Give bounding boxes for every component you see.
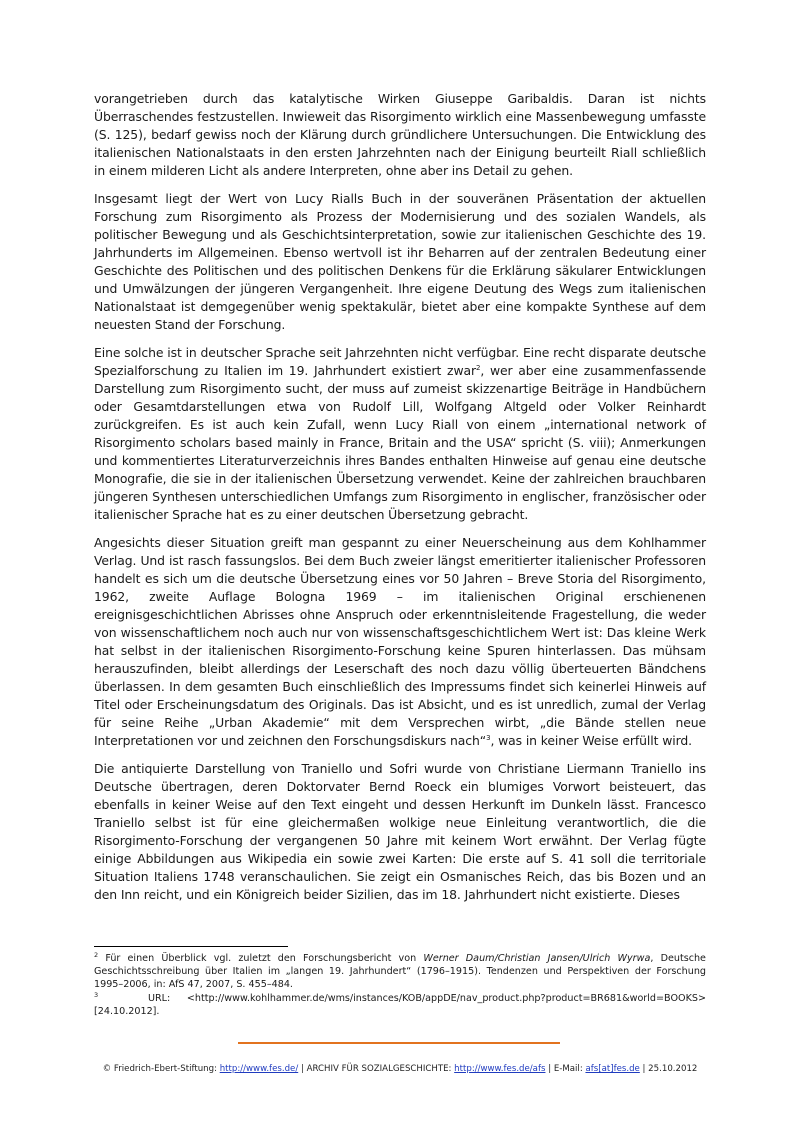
paragraph-3-text-a: Eine solche ist in deutscher Sprache seit Jahrzehnten nicht verfügbar. Eine recht disparate deutsche Spezialforschung zu Italien im 19. Jahrhundert existiert zwar: [94, 345, 706, 378]
footnote-3: [94, 992, 706, 1018]
afs-link[interactable]: http://www.fes.de/afs: [454, 1064, 546, 1074]
email-link[interactable]: afs[at]fes.de: [585, 1064, 640, 1074]
footer-accent-rule: [238, 1042, 560, 1044]
footnote-2-post: , Deutsche Geschichtsschreibung über Italien im „langen 19. Jahrhundert“ (1796–1915). Tendenzen und Perspektiven der Forschung 1995–2006, in: AfS 47, 2007, S. 455–484.: [94, 953, 706, 991]
paragraph-1: vorangetrieben durch das katalytische Wirken Giuseppe Garibaldis. Daran ist nichts Überraschendes festzustellen. Inwieweit das Risorgimento wirklich eine Massenbewegung umfasste (S. 125), bedarf gewiss noch der Klärung durch gründlichere Untersuchungen. Die Entwicklung des italienischen Nationalstaats in den ersten Jahrzehnten nach der Einigung beurteilt Riall schließlich in einem milderen Licht als andere Interpreten, ohne aber ins Detail zu gehen.: [94, 91, 706, 178]
footnote-3-url: URL: <http://www.kohlhammer.de/wms/instances/KOB/appDE/nav_product.php?product=BR681&world=BOOKS> [24.10.2012].: [94, 992, 706, 1017]
footnote-2-authors: Werner Daum/Christian Jansen/Ulrich Wyrwa: [423, 953, 651, 964]
footer-copyright: © Friedrich-Ebert-Stiftung:: [102, 1064, 220, 1074]
footnote-2-number: 2: [94, 950, 99, 959]
paragraph-5: Die antiquierte Darstellung von Traniello und Sofri wurde von Christiane Liermann Traniello ins Deutsche übertragen, deren Doktorvater Bernd Roeck ein blumiges Vorwort beisteuert, das ebenfalls in keiner Weise auf den Text eingeht und dessen Herkunft im Dunkeln lässt. Francesco Traniello selbst ist für eine gleichermaßen wolkige neue Einleitung verantwortlich, die die Risorgimento-Forschung der vergangenen 50 Jahre mit keinem Wort erwähnt. Der Verlag fügte einige Abbildungen aus Wikipedia ein sowie zwei Karten: Die erste auf S. 41 soll die territoriale Situation Italiens 1748 veranschaulichen. Sie zeigt ein Osmanisches Reich, das bis Bozen und an den Inn reicht, und ein Königreich beider Sizilien, das im 18. Jahrhundert nicht existierte. Dieses: [94, 761, 706, 902]
footnote-ref-3[interactable]: 3: [486, 733, 491, 742]
footnote-2: [94, 952, 706, 992]
page-footer: [0, 1064, 800, 1074]
footer-date: | 25.10.2012: [639, 1064, 698, 1074]
document-body: [94, 90, 706, 914]
footnote-3-number: 3: [94, 990, 99, 999]
paragraph-4-tail: , was in keiner Weise erfüllt wird.: [490, 733, 692, 748]
footnotes: [94, 952, 706, 1018]
paragraph-3-text-b: , wer aber eine zusammenfassende Darstellung zum Risorgimento sucht, der muss auf zumeist skizzenartige Beiträge in Handbüchern oder Gesamtdarstellungen etwa von Rudolf Lill, Wolfgang Altgeld oder Volker Reinhardt zurückgreifen. Es ist auch kein Zufall, wenn Lucy Riall von einem „international network of Risorgimento scholars based mainly in France, Britain and the USA“ spricht (S. viii); Anmerkungen und kommentiertes Literaturverzeichnis ihres Bandes enthalten Hinweise auf genau eine deutsche Monografie, die sie in der italienischen Übersetzung verwendet. Keine der zahlreichen brauchbaren jüngeren Synthesen unterschiedlichen Umfangs zum Risorgimento in englischer, französischer oder italienischer Sprache hat es zu einer deutschen Übersetzung gebracht.: [94, 363, 706, 522]
paragraph-4: [94, 534, 706, 750]
paragraph-3: [94, 344, 706, 524]
footnote-2-pre: Für einen Überblick vgl. zuletzt den Forschungsbericht von: [105, 953, 424, 964]
footnote-ref-2[interactable]: 2: [475, 363, 481, 372]
paragraph-4-text: Angesichts dieser Situation greift man gespannt zu einer Neuerscheinung aus dem Kohlhammer Verlag. Und ist rasch fassungslos. Bei dem Buch zweier längst emeritierter italienischer Professoren handelt es sich um die deutsche Übersetzung eines vor 50 Jahren – Breve Storia del Risorgimento, 1962, zweite Auflage Bologna 1969 – im italienischen Original erschienenen ereignisgeschichtlichen Abrisses ohne Anspruch oder erkenntnisleitende Fragestellung, die weder von wissenschaftlichem noch auch nur von wissenschaftsgeschichtlichem Wert ist: Das kleine Werk hat selbst in der italienischen Risorgimento-Forschung keine Spuren hinterlassen. Das mühsam herauszufinden, bleibt allerdings der Leserschaft des noch dazu völlig überteuerten Bändchens überlassen. In dem gesamten Buch einschließlich des Impressums findet sich keinerlei Hinweis auf Titel oder Erscheinungsdatum des Originals. Das ist Absicht, und es ist unredlich, zumal der Verlag für seine Reihe „Urban Akademie“ mit dem Versprechen wirbt, „die Bände stellen neue Interpretationen vor und zeichnen den Forschungsdiskurs nach“: [94, 535, 706, 748]
footer-separator-2: | E-Mail:: [545, 1064, 586, 1074]
paragraph-2: Insgesamt liegt der Wert von Lucy Rialls Buch in der souveränen Präsentation der aktuellen Forschung zum Risorgimento als Prozess der Modernisierung und des sozialen Wandels, als politischer Bewegung und als Geschichtsinterpretation, sowie zur italienischen Geschichte des 19. Jahrhunderts im Allgemeinen. Ebenso wertvoll ist ihr Beharren auf der zentralen Bedeutung einer Geschichte des Politischen und des politischen Denkens für die Erklärung säkularer Entwicklungen und Umwälzungen der jüngeren Vergangenheit. Ihre eigene Deutung des Wegs zum italienischen Nationalstaat ist demgegenüber wenig spektakulär, bietet aber eine kompakte Synthese auf dem neuesten Stand der Forschung.: [94, 191, 706, 332]
footnote-divider: [94, 946, 288, 947]
footer-separator-1: | ARCHIV FÜR SOZIALGESCHICHTE:: [298, 1064, 455, 1074]
fes-link[interactable]: http://www.fes.de/: [219, 1064, 299, 1074]
